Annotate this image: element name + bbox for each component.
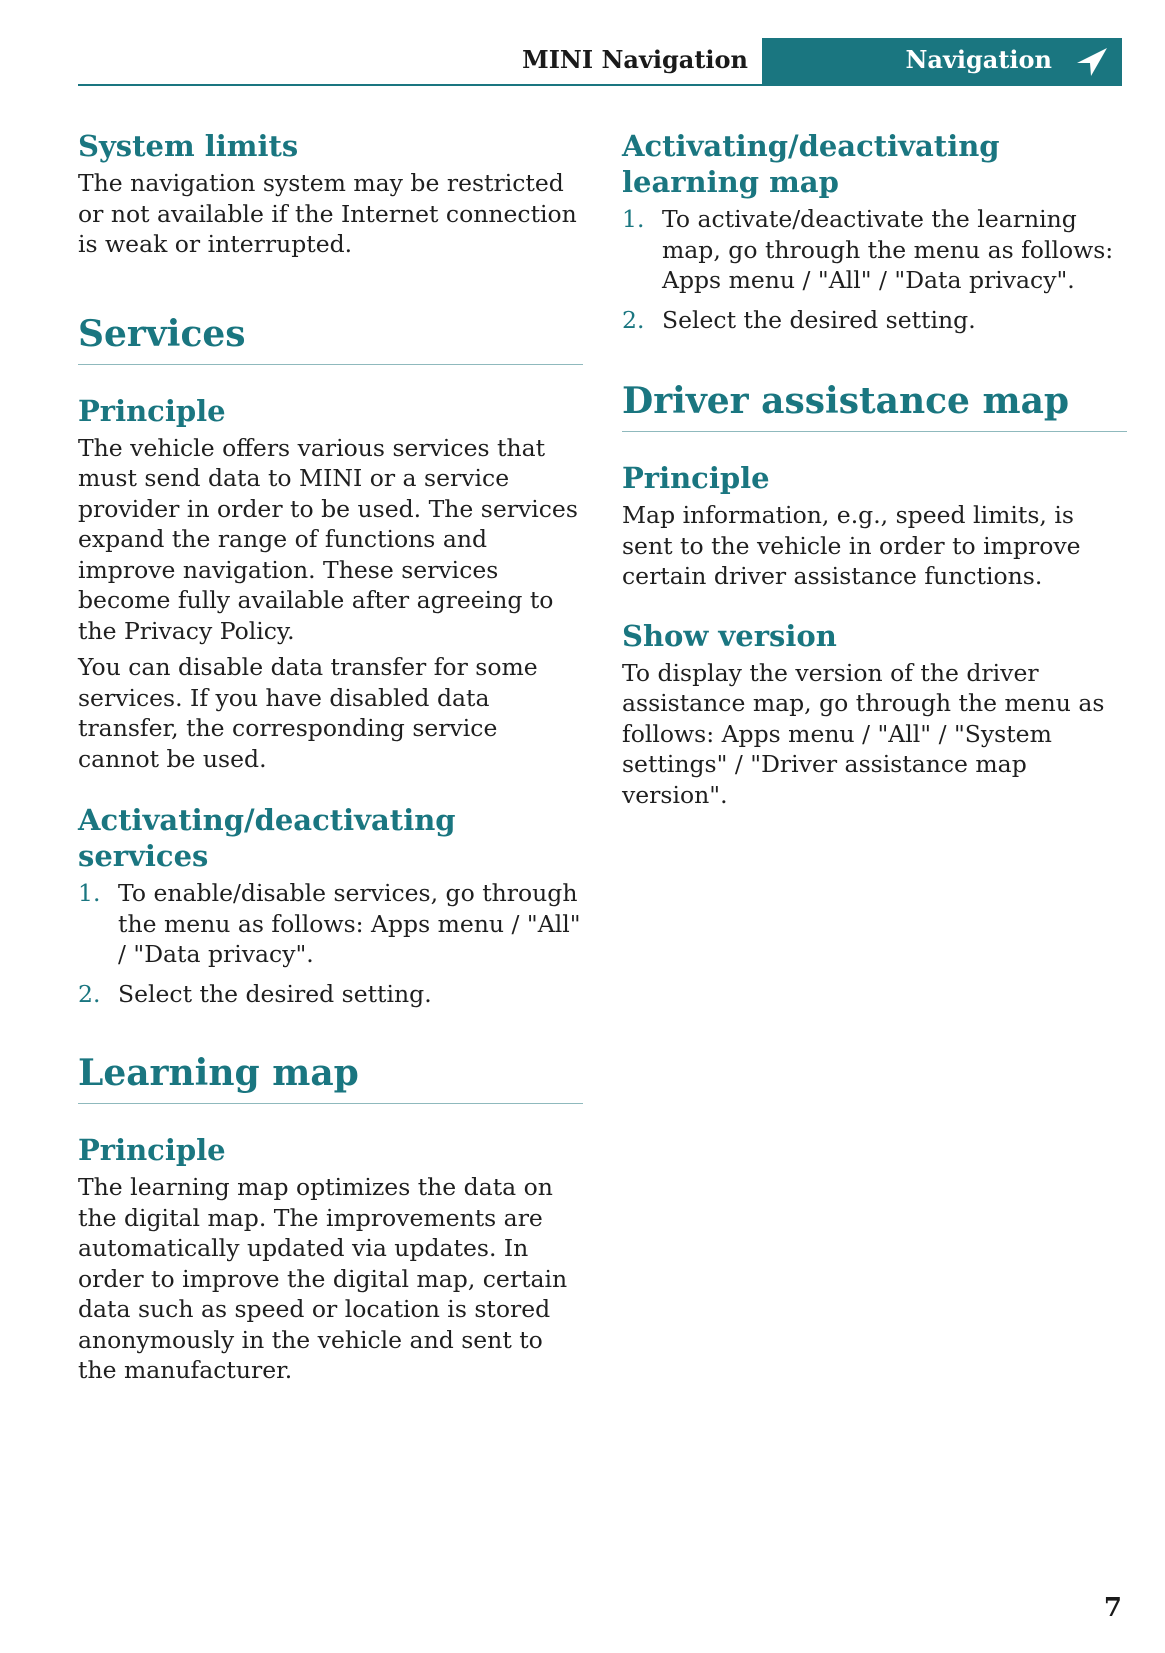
step-text: Select the desired setting. (662, 305, 976, 334)
step-text: To enable/disable services, go through the menu as follows: Apps menu / "All" / "Data privacy". (118, 879, 581, 968)
system-limits-text: The navigation system may be restricted or not available if the Internet connection is weak or interrupted. (78, 169, 577, 258)
page-number: 7 (1103, 1593, 1122, 1623)
system-limits-section (78, 128, 583, 260)
step-number: 2. (78, 979, 101, 1008)
step-number: 1. (78, 879, 101, 907)
step-text: To activate/deactivate the learning map, go through the menu as follows: Apps menu / "All" / "Data privacy". (662, 205, 1114, 294)
activating-learning-map-heading: Activating/deactivating learning map (622, 129, 1000, 199)
activating-services-steps (78, 878, 583, 1009)
list-item (622, 305, 1127, 336)
page-header (78, 38, 1122, 86)
services-principle-paragraph-2: You can disable data transfer for some services. If you have disabled data transfer, the corresponding service cannot be used. (78, 653, 538, 773)
section-tab (762, 38, 1122, 86)
navigation-arrow-icon (1074, 46, 1108, 78)
services-principle-heading: Principle (78, 393, 226, 428)
driver-assistance-map-heading: Driver assistance map (622, 379, 1127, 432)
learning-map-activation-section (622, 128, 1127, 335)
step-text: Select the desired setting. (118, 979, 432, 1008)
activating-learning-map-steps (622, 204, 1127, 335)
step-number: 2. (622, 305, 645, 334)
list-item (622, 204, 1127, 296)
learning-map-principle-heading: Principle (78, 1133, 226, 1167)
services-principle-paragraph-1: The vehicle offers various services that must send data to MINI or a service provider in order to be used. The services expand the range of functions and improve navigation. These services become fully available after agreeing to the Privacy Policy. (78, 433, 578, 645)
learning-map-principle-text: The learning map optimizes the data on the digital map. The improvements are automatically updated via updates. In order to improve the digital map, certain data such as speed or location is stored anonymously in the vehicle and sent to the manufacturer. (78, 1173, 568, 1384)
left-column (78, 128, 583, 1392)
show-version-text: To display the version of the driver assistance map, go through the menu as follows: Apps menu / "All" / "System settings" / "Driver assistance map version". (622, 658, 1105, 809)
learning-map-section (78, 1051, 583, 1386)
list-item (78, 979, 583, 1010)
step-number: 1. (622, 205, 645, 233)
document-title: MINI Navigation (522, 45, 748, 74)
show-version-heading: Show version (622, 618, 837, 653)
section-tab-label: Navigation (905, 45, 1052, 74)
header-rule (78, 84, 1122, 86)
system-limits-heading: System limits (78, 129, 299, 163)
services-section (78, 312, 583, 1010)
driver-assistance-map-section (622, 379, 1127, 810)
learning-map-heading: Learning map (78, 1051, 583, 1104)
driver-map-principle-heading: Principle (622, 461, 770, 495)
right-column (622, 128, 1127, 816)
activating-services-heading: Activating/deactivating services (78, 803, 456, 873)
driver-map-principle-text: Map information, e.g., speed limits, is sent to the vehicle in order to improve certain driver assistance functions. (622, 501, 1081, 590)
services-heading: Services (78, 312, 583, 365)
list-item (78, 878, 583, 970)
